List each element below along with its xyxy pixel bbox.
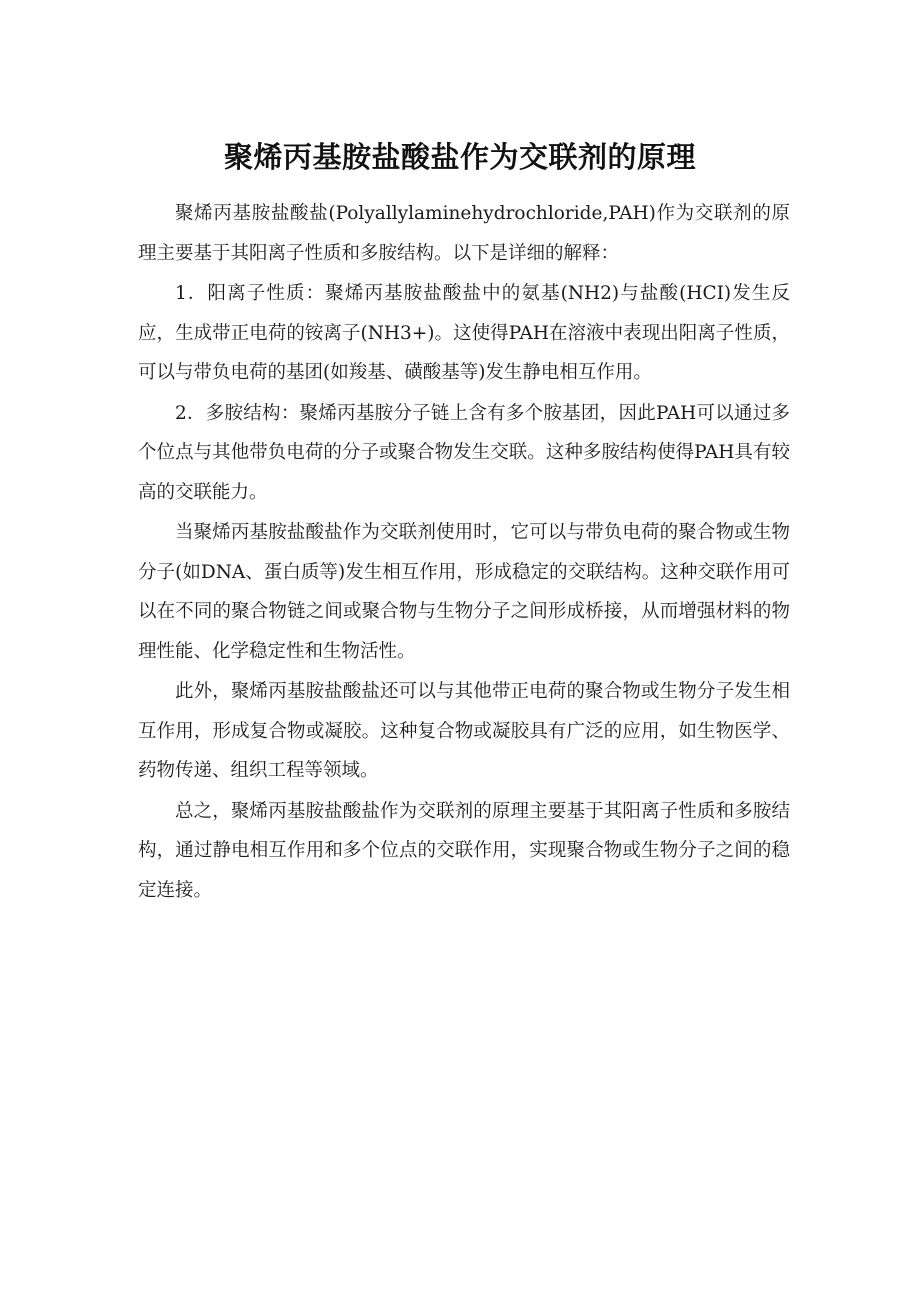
additional-applications-paragraph: 此外，聚烯丙基胺盐酸盐还可以与其他带正电荷的聚合物或生物分子发生相互作用，形成复合物或凝胶。这种复合物或凝胶具有广泛的应用，如生物医学、药物传递、组织工程等领域。 (138, 681, 790, 781)
crosslinking-usage-paragraph: 当聚烯丙基胺盐酸盐作为交联剂使用时，它可以与带负电荷的聚合物或生物分子(如DNA、蛋白质等)发生相互作用，形成稳定的交联结构。这种交联作用可以在不同的聚合物链之间或聚合物与生物分子之间形成桥接，从而增强材料的物理性能、化学稳定性和生物活性。 (138, 522, 790, 662)
document-body (138, 194, 790, 911)
cationic-property-paragraph: 1．阳离子性质：聚烯丙基胺盐酸盐中的氨基(NH2)与盐酸(HCI)发生反应，生成带正电荷的铵离子(NH3+)。这使得PAH在溶液中表现出阳离子性质，可以与带负电荷的基团(如羧基、磺酸基等)发生静电相互作用。 (138, 283, 790, 383)
document-title: 聚烯丙基胺盐酸盐作为交联剂的原理 (223, 140, 696, 174)
polyamine-structure-paragraph: 2．多胺结构：聚烯丙基胺分子链上含有多个胺基团，因此PAH可以通过多个位点与其他带负电荷的分子或聚合物发生交联。这种多胺结构使得PAH具有较高的交联能力。 (138, 402, 790, 503)
summary-paragraph: 总之，聚烯丙基胺盐酸盐作为交联剂的原理主要基于其阳离子性质和多胺结构，通过静电相互作用和多个位点的交联作用，实现聚合物或生物分子之间的稳定连接。 (138, 800, 790, 901)
intro-paragraph: 聚烯丙基胺盐酸盐(Polyallylaminehydrochloride,PAH)作为交联剂的原理主要基于其阳离子性质和多胺结构。以下是详细的解释： (138, 203, 790, 264)
